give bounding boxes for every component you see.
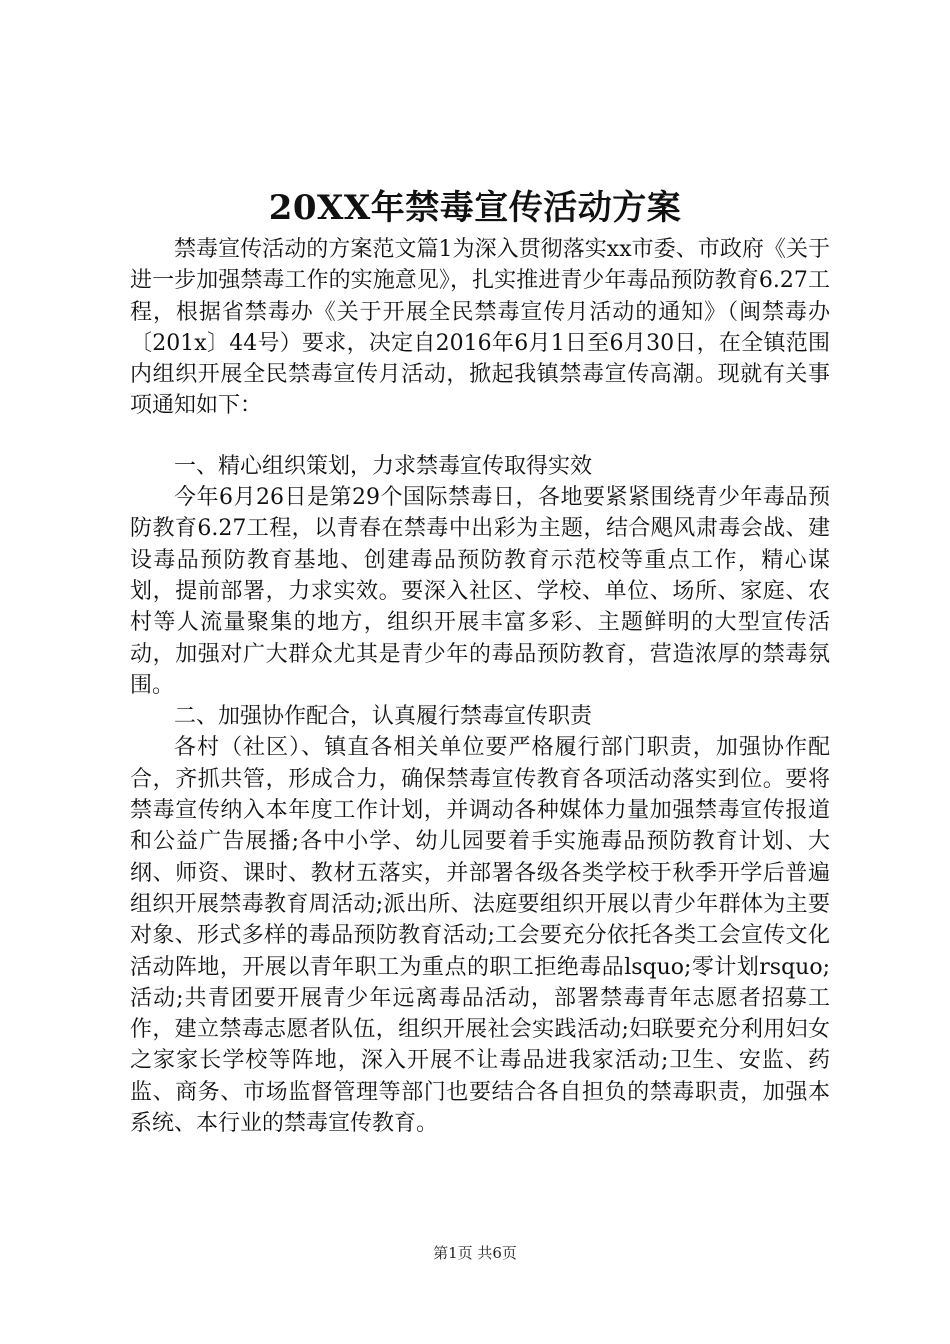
document-body <box>130 234 830 1139</box>
section-1-body: 今年6月26日是第29个国际禁毒日，各地要紧紧围绕青少年毒品预防教育6.27工程，以青春在禁毒中出彩为主题，结合飓风肃毒会战、建设毒品预防教育基地、创建毒品预防教育示范校等重点工作，精心谋划，提前部署，力求实效。要深入社区、学校、单位、场所、家庭、农村等人流量聚集的地方，组织开展丰富多彩、主题鲜明的大型宣传活动，加强对广大群众尤其是青少年的毒品预防教育，营造浓厚的禁毒氛围。 <box>130 485 830 698</box>
section-2-body: 各村（社区）、镇直各相关单位要严格履行部门职责，加强协作配合，齐抓共管，形成合力，确保禁毒宣传教育各项活动落实到位。要将禁毒宣传纳入本年度工作计划，并调动各种媒体力量加强禁毒宣传报道和公益广告展播;各中小学、幼儿园要着手实施毒品预防教育计划、大纲、师资、课时、教材五落实，并部署各级各类学校于秋季开学后普遍组织开展禁毒教育周活动;派出所、法庭要组织开展以青少年群体为主要对象、形式多样的毒品预防教育活动;工会要充分依托各类工会宣传文化活动阵地，开展以青年职工为重点的职工拒绝毒品lsquo;零计划rsquo;活动;共青团要开展青少年远离毒品活动，部署禁毒青年志愿者招募工作，建立禁毒志愿者队伍，组织开展社会实践活动;妇联要充分利用妇女之家家长学校等阵地，深入开展不让毒品进我家活动;卫生、安监、药监、商务、市场监督管理等部门也要结合各自担负的禁毒职责，加强本系统、本行业的禁毒宣传教育。 <box>130 735 830 1137</box>
paragraph-gap <box>130 422 830 451</box>
intro-paragraph: 禁毒宣传活动的方案范文篇1为深入贯彻落实xx市委、市政府《关于进一步加强禁毒工作的实施意见》，扎实推进青少年毒品预防教育6.27工程，根据省禁毒办《关于开展全民禁毒宣传月活动的通知》（闽禁毒办〔201x〕44号）要求，决定自2016年6月1日至6月30日，在全镇范围内组织开展全民禁毒宣传月活动，掀起我镇禁毒宣传高潮。现就有关事项通知如下： <box>130 237 830 419</box>
page-footer: 第1页 共6页 <box>433 1244 517 1262</box>
document-title: 20XX年禁毒宣传活动方案 <box>268 188 682 228</box>
section-1-heading: 一、精心组织策划，力求禁毒宣传取得实效 <box>174 453 593 479</box>
section-2-heading: 二、加强协作配合，认真履行禁毒宣传职责 <box>174 704 593 730</box>
